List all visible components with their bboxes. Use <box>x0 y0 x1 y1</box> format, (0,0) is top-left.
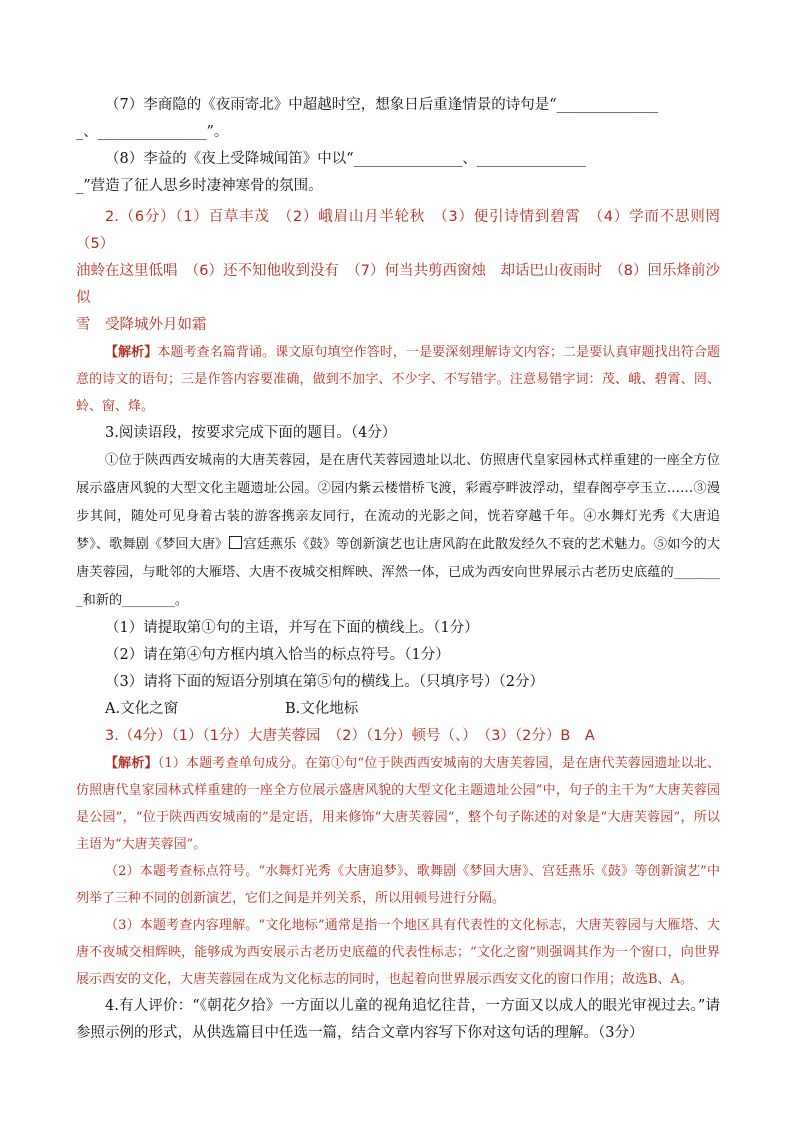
q3-sub2: （2）请在第④句方框内填入恰当的标点符号。（1分） <box>105 647 450 663</box>
q3-passage-part-a: ①位于陕西西安城南的大唐芙蓉园，是在唐代芙蓉园遗址以北、仿照唐代皇家园林式样重建的一座全方位展示盛唐风貌的大型文化主题遗址公园。②园内紫云楼惜桥飞渡，彩霞亭畔波浮动，望春阁亭亭玉立……③漫步其间，随处可见身着古装的游客携亲友同行，在流动的光影之间，恍若穿越千年。④水舞灯光秀《大唐追梦》、歌舞剧《梦回大唐》 <box>76 453 720 552</box>
analysis-tag: 【解析】 <box>105 756 158 771</box>
q3-sub1: （1）请提取第①句的主语，并写在下面的横线上。（1分） <box>105 620 479 636</box>
q2-item7-line1: （7）李商隐的《夜雨寄北》中超越时空，想象日后重逢情景的诗句是“______________ <box>105 97 659 113</box>
q3-passage-part-b: 宫廷燕乐《鼓》等创新演艺也让唐风韵在此散发经久不衰的艺术魅力。⑤如今的大唐芙蓉园，与毗邻的大雁塔、大唐不夜城交相辉映、浑然一体，已成为西安向世界展示古老历史底蕴的________和新的________。 <box>76 537 721 608</box>
q3-analysis-2: （2）本题考查标点符号。“水舞灯光秀《大唐追梦》、歌舞剧《梦回大唐》、宫廷燕乐《鼓》等创新演艺”中列举了三种不同的创新演艺，它们之间是并列关系，所以用顿号进行分隔。 <box>76 864 720 906</box>
q3-answer: 3.（4分）（1）（1分）大唐芙蓉园 （2）（1分）顿号（、） （3）（2分）B A <box>105 728 595 744</box>
q2-analysis <box>76 339 720 420</box>
q2-answer-line3: 雪 受降城外月如霜 <box>76 317 207 333</box>
punctuation-box <box>229 536 242 549</box>
analysis-tag: 【解析】 <box>105 345 158 360</box>
q4-question: 4.有人评价：“《朝花夕拾》一方面以儿童的视角追忆往昔，一方面又以成人的眼光审视过去。”请参照示例的形式，从供选篇目中任选一篇，结合文章内容写下你对这句话的理解。（3分） <box>76 998 720 1041</box>
q3-option-b: B.文化地标 <box>285 701 359 717</box>
q3-passage <box>76 447 720 615</box>
q3-title: 3.阅读语段，按要求完成下面的题目。（4分） <box>105 425 397 441</box>
q2-answer-line1: 2.（6分）（1）百草丰茂 （2）峨眉山月半轮秋 （3）便引诗情到碧霄 （4）学而不思则罔 （5） <box>76 209 735 252</box>
q3-analysis-part1: （1）本题考查单句成分。在第①句“位于陕西西安城南的大唐芙蓉园，是在唐代芙蓉园遗址以北、仿照唐代皇家园林式样重建的一座全方位展示盛唐风貌的大型文化主题遗址公园”中，句子的主干为“大唐芙蓉园是公园”，“位于陕西西安城南的”是定语，用来修饰“大唐芙蓉园”，整个句子陈述的对象是“大唐芙蓉园”，所以主语为“大唐芙蓉园”。 <box>76 756 720 852</box>
q3-analysis-1 <box>76 750 720 858</box>
q2-item8-line1: （8）李益的《夜上受降城闻笛》中以“_______________、_______________ <box>105 151 586 167</box>
q3-sub3: （3）请将下面的短语分别填在第⑤句的横线上。（只填序号）（2分） <box>105 674 544 690</box>
q3-analysis-3: （3）本题考查内容理解。“文化地标”通常是指一个地区具有代表性的文化标志，大唐芙蓉园与大雁塔、大唐不夜城交相辉映，能够成为西安展示古老历史底蕴的代表性标志；“文化之窗”则强调其作为一个窗口，向世界展示西安的文化，大唐芙蓉园在成为文化标志的同时，也起着向世界展示西安文化的窗口作用；故选B、A。 <box>76 918 720 987</box>
q3-option-a: A.文化之窗 <box>105 701 179 717</box>
q2-item8-line2: _”营造了征人思乡时凄神寒骨的氛围。 <box>76 178 323 194</box>
q2-item7-line2: _、_______________”。 <box>76 124 229 140</box>
q2-analysis-text: 本题考查名篇背诵。课文原句填空作答时，一是要深刻理解诗文内容；二是要认真审题找出符合题意的诗文的语句；三是作答内容要准确，做到不加字、不少字、不写错字。注意易错字词：茂、峨、碧霄、罔、蛉、窗、烽。 <box>76 345 720 414</box>
q3-options <box>76 696 720 723</box>
document-page <box>76 92 735 1047</box>
q2-answer-line2: 油蛉在这里低唱 （6）还不知他收到没有 （7）何当共剪西窗烛 却话巴山夜雨时 （8）回乐烽前沙似 <box>76 263 720 306</box>
